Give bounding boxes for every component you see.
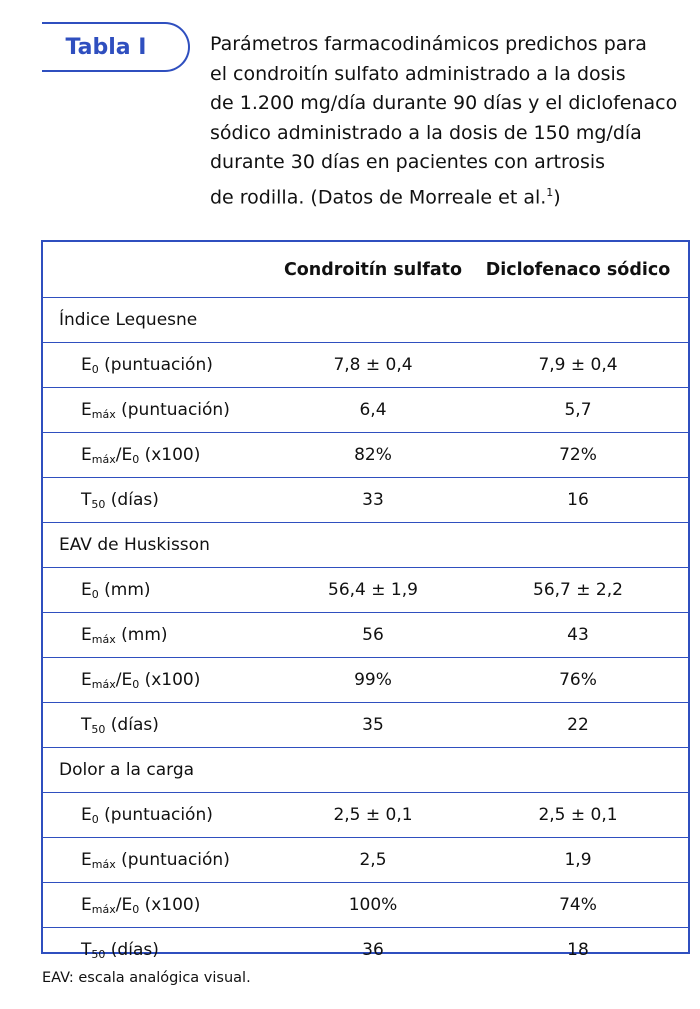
table-row (43, 658, 688, 703)
value-diclofenaco: 18 (468, 928, 688, 973)
section-row (43, 748, 688, 793)
value-condroitin: 7,8 ± 0,4 (278, 343, 468, 388)
reference-superscript: 1 (546, 185, 554, 199)
value-condroitin: 33 (278, 478, 468, 523)
value-diclofenaco: 76% (468, 658, 688, 703)
value-diclofenaco: 43 (468, 613, 688, 658)
value-condroitin: 35 (278, 703, 468, 748)
row-label: $E_{máx}$ (mm) (43, 613, 278, 658)
value-condroitin: 2,5 (278, 838, 468, 883)
value-diclofenaco: 2,5 ± 0,1 (468, 793, 688, 838)
value-condroitin: 36 (278, 928, 468, 973)
value-diclofenaco: 22 (468, 703, 688, 748)
column-header-parameter (43, 242, 278, 298)
table-row (43, 703, 688, 748)
value-condroitin: 56 (278, 613, 468, 658)
value-diclofenaco: 74% (468, 883, 688, 928)
table-caption: Parámetros farmacodinámicos predichos para el condroitín sulfato administrado a la dosis de 1.200 mg/día durante 90 días y el diclofenaco sódico administrado a la dosis de 150 mg/día durante 30 días en pacientes con artrosis de rodilla. (Datos de Morreale et al.$^1$) (210, 33, 678, 208)
table-number: Tabla I (65, 34, 147, 60)
row-label: $E_{máx}$ (puntuación) (43, 388, 278, 433)
value-condroitin: 56,4 ± 1,9 (278, 568, 468, 613)
value-diclofenaco: 1,9 (468, 838, 688, 883)
table-header-row (43, 242, 688, 298)
value-condroitin: 2,5 ± 0,1 (278, 793, 468, 838)
row-label: $E_{máx}/E_0$ (x100) (43, 658, 278, 703)
value-condroitin: 100% (278, 883, 468, 928)
value-condroitin: 82% (278, 433, 468, 478)
row-label: $E_0$ (mm) (43, 568, 278, 613)
row-label: $T_{50}$ (días) (43, 478, 278, 523)
table-row (43, 613, 688, 658)
section-title: EAV de Huskisson (43, 523, 688, 568)
row-label: $T_{50}$ (días) (43, 928, 278, 973)
table-row (43, 793, 688, 838)
table-row (43, 838, 688, 883)
value-diclofenaco: 7,9 ± 0,4 (468, 343, 688, 388)
table-row (43, 883, 688, 928)
value-condroitin: 99% (278, 658, 468, 703)
row-label: $E_{máx}/E_0$ (x100) (43, 433, 278, 478)
value-diclofenaco: 56,7 ± 2,2 (468, 568, 688, 613)
row-label: $E_0$ (puntuación) (43, 793, 278, 838)
value-condroitin: 6,4 (278, 388, 468, 433)
value-diclofenaco: 5,7 (468, 388, 688, 433)
value-diclofenaco: 16 (468, 478, 688, 523)
data-table (41, 240, 690, 961)
table-footnote: EAV: escala analógica visual. (42, 970, 251, 986)
section-title: Dolor a la carga (43, 748, 688, 793)
table-row (43, 343, 688, 388)
row-label: $E_{máx}$ (puntuación) (43, 838, 278, 883)
section-row (43, 523, 688, 568)
table-row (43, 433, 688, 478)
section-title: Índice Lequesne (43, 298, 688, 343)
table-row (43, 928, 688, 973)
section-row (43, 298, 688, 343)
table-tab-label (42, 22, 190, 72)
table-row (43, 568, 688, 613)
column-header-condroitin: Condroitín sulfato (283, 259, 463, 280)
row-label: $E_0$ (puntuación) (43, 343, 278, 388)
table-row (43, 478, 688, 523)
row-label: $T_{50}$ (días) (43, 703, 278, 748)
table-row (43, 388, 688, 433)
row-label: $E_{máx}/E_0$ (x100) (43, 883, 278, 928)
column-header-diclofenaco: Diclofenaco sódico (485, 259, 671, 280)
value-diclofenaco: 72% (468, 433, 688, 478)
